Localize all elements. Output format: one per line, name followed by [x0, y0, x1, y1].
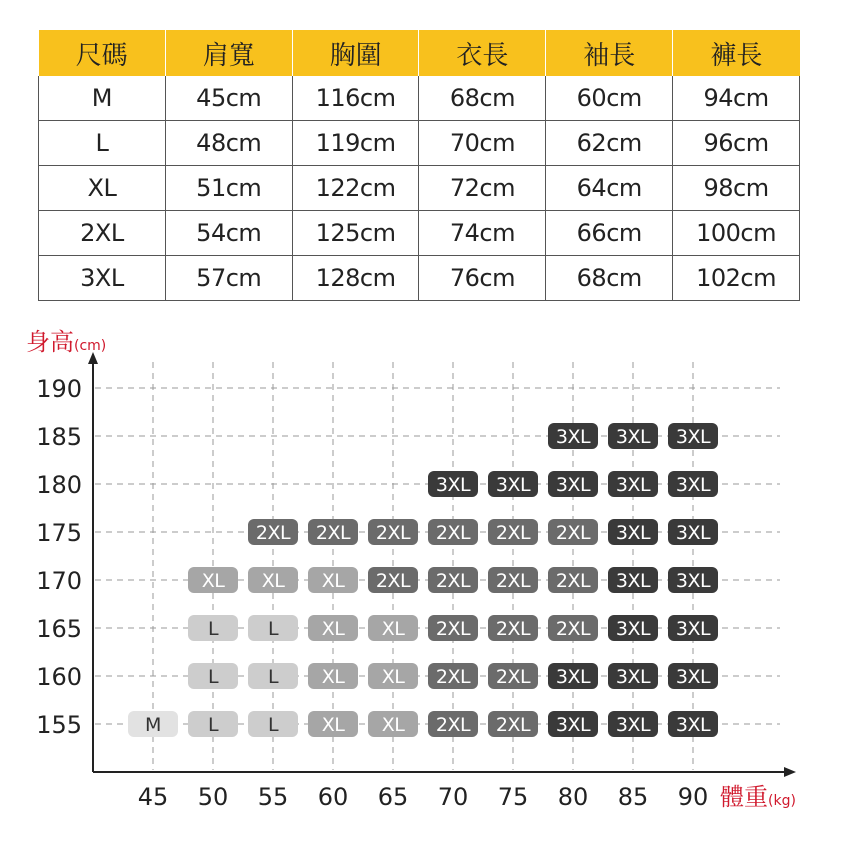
header-cell-length: 衣長: [419, 30, 546, 76]
size-cell-label: 2XL: [375, 570, 411, 592]
size-cell-label: 3XL: [675, 426, 711, 448]
table-cell: 45cm: [165, 76, 292, 121]
size-cell-label: 3XL: [555, 474, 591, 496]
header-cell-pants: 褲長: [673, 30, 800, 76]
y-axis-unit: (cm): [74, 338, 107, 354]
size-cell-label: XL: [201, 570, 225, 592]
header-cell-chest: 胸圍: [292, 30, 419, 76]
size-cell-label: L: [267, 714, 279, 736]
table-cell: 60cm: [546, 76, 673, 121]
size-cell-label: 3XL: [615, 474, 651, 496]
size-cell-label: L: [267, 618, 279, 640]
table-cell: 68cm: [419, 76, 546, 121]
size-cell-label: 3XL: [675, 522, 711, 544]
size-cell-label: 2XL: [495, 666, 531, 688]
table-cell: 2XL: [39, 211, 166, 256]
table-cell: M: [39, 76, 166, 121]
y-tick-label: 155: [36, 711, 82, 739]
size-cell-label: 3XL: [495, 474, 531, 496]
table-cell: 94cm: [673, 76, 800, 121]
size-cell-label: 3XL: [675, 666, 711, 688]
size-cell-label: 3XL: [435, 474, 471, 496]
x-axis-label: 體重(kg): [720, 783, 796, 811]
x-tick-label: 60: [317, 783, 349, 811]
table-cell: 68cm: [546, 256, 673, 301]
table-cell: 72cm: [419, 166, 546, 211]
size-cell-label: 2XL: [435, 714, 471, 736]
size-cell-label: 2XL: [435, 666, 471, 688]
size-cell-label: 3XL: [675, 618, 711, 640]
size-cell-label: 2XL: [315, 522, 351, 544]
x-tick-label: 80: [557, 783, 589, 811]
size-cell-label: 2XL: [495, 522, 531, 544]
header-cell-size: 尺碼: [39, 30, 166, 76]
size-cell-label: L: [207, 618, 219, 640]
size-cell-label: 3XL: [615, 714, 651, 736]
y-tick-label: 160: [36, 663, 82, 691]
x-tick-label: 90: [677, 783, 709, 811]
table-cell: 48cm: [165, 121, 292, 166]
size-cell-label: 2XL: [495, 714, 531, 736]
table-cell: 102cm: [673, 256, 800, 301]
size-cell-label: 2XL: [495, 570, 531, 592]
table-cell: 74cm: [419, 211, 546, 256]
size-cell-label: 2XL: [435, 570, 471, 592]
header-cell-shoulder: 肩寬: [165, 30, 292, 76]
size-cell-label: 2XL: [435, 522, 471, 544]
size-cell-label: XL: [261, 570, 285, 592]
table-cell: 70cm: [419, 121, 546, 166]
size-cell-label: XL: [321, 714, 345, 736]
size-cell-label: 3XL: [675, 570, 711, 592]
table-cell: 3XL: [39, 256, 166, 301]
table-cell: 96cm: [673, 121, 800, 166]
x-tick-label: 50: [197, 783, 229, 811]
size-cell-label: 3XL: [555, 666, 591, 688]
y-tick-label: 185: [36, 423, 82, 451]
size-cell-label: M: [145, 714, 161, 736]
size-cell-label: 3XL: [555, 426, 591, 448]
table-cell: 122cm: [292, 166, 419, 211]
y-axis-label: 身高(cm): [26, 328, 107, 356]
x-axis-unit: (kg): [768, 793, 796, 809]
table-cell: L: [39, 121, 166, 166]
x-tick-label: 75: [497, 783, 529, 811]
y-tick-label: 165: [36, 615, 82, 643]
size-cell-label: 2XL: [555, 570, 591, 592]
x-tick-label: 45: [137, 783, 169, 811]
size-cell-label: XL: [321, 618, 345, 640]
x-tick-label: 55: [257, 783, 289, 811]
size-cell-label: XL: [321, 570, 345, 592]
table-cell: 125cm: [292, 211, 419, 256]
table-cell: 66cm: [546, 211, 673, 256]
y-tick-label: 180: [36, 471, 82, 499]
table-cell: 116cm: [292, 76, 419, 121]
size-cell-label: L: [207, 714, 219, 736]
x-axis-arrow-icon: [784, 767, 796, 777]
size-cell-label: 3XL: [675, 714, 711, 736]
size-cell-label: XL: [381, 618, 405, 640]
y-tick-label: 170: [36, 567, 82, 595]
table-cell: 57cm: [165, 256, 292, 301]
table-cell: 51cm: [165, 166, 292, 211]
header-cell-sleeve: 袖長: [546, 30, 673, 76]
size-cell-label: L: [267, 666, 279, 688]
size-cell-label: 3XL: [615, 522, 651, 544]
size-cell-label: L: [207, 666, 219, 688]
size-cell-label: 2XL: [255, 522, 291, 544]
size-cell-label: XL: [381, 714, 405, 736]
size-cell-label: 2XL: [555, 522, 591, 544]
table-cell: 54cm: [165, 211, 292, 256]
table-cell: 64cm: [546, 166, 673, 211]
y-tick-label: 175: [36, 519, 82, 547]
x-tick-label: 85: [617, 783, 649, 811]
size-cell-label: 3XL: [615, 570, 651, 592]
table-cell: 98cm: [673, 166, 800, 211]
size-cell-label: 2XL: [435, 618, 471, 640]
x-tick-label: 70: [437, 783, 469, 811]
size-cell-label: XL: [321, 666, 345, 688]
size-cell-label: 2XL: [555, 618, 591, 640]
size-cell-label: 2XL: [495, 618, 531, 640]
table-cell: 119cm: [292, 121, 419, 166]
table-cell: 76cm: [419, 256, 546, 301]
table-cell: 100cm: [673, 211, 800, 256]
size-cells: [128, 423, 718, 737]
y-tick-label: 190: [36, 375, 82, 403]
tick-labels: [36, 375, 708, 811]
size-cell-label: XL: [381, 666, 405, 688]
table-cell: XL: [39, 166, 166, 211]
size-cell-label: 3XL: [615, 666, 651, 688]
size-cell-label: 3XL: [675, 474, 711, 496]
table-cell: 62cm: [546, 121, 673, 166]
size-cell-label: 2XL: [375, 522, 411, 544]
x-tick-label: 65: [377, 783, 409, 811]
size-cell-label: 3XL: [555, 714, 591, 736]
size-cell-label: 3XL: [615, 618, 651, 640]
table-cell: 128cm: [292, 256, 419, 301]
size-cell-label: 3XL: [615, 426, 651, 448]
